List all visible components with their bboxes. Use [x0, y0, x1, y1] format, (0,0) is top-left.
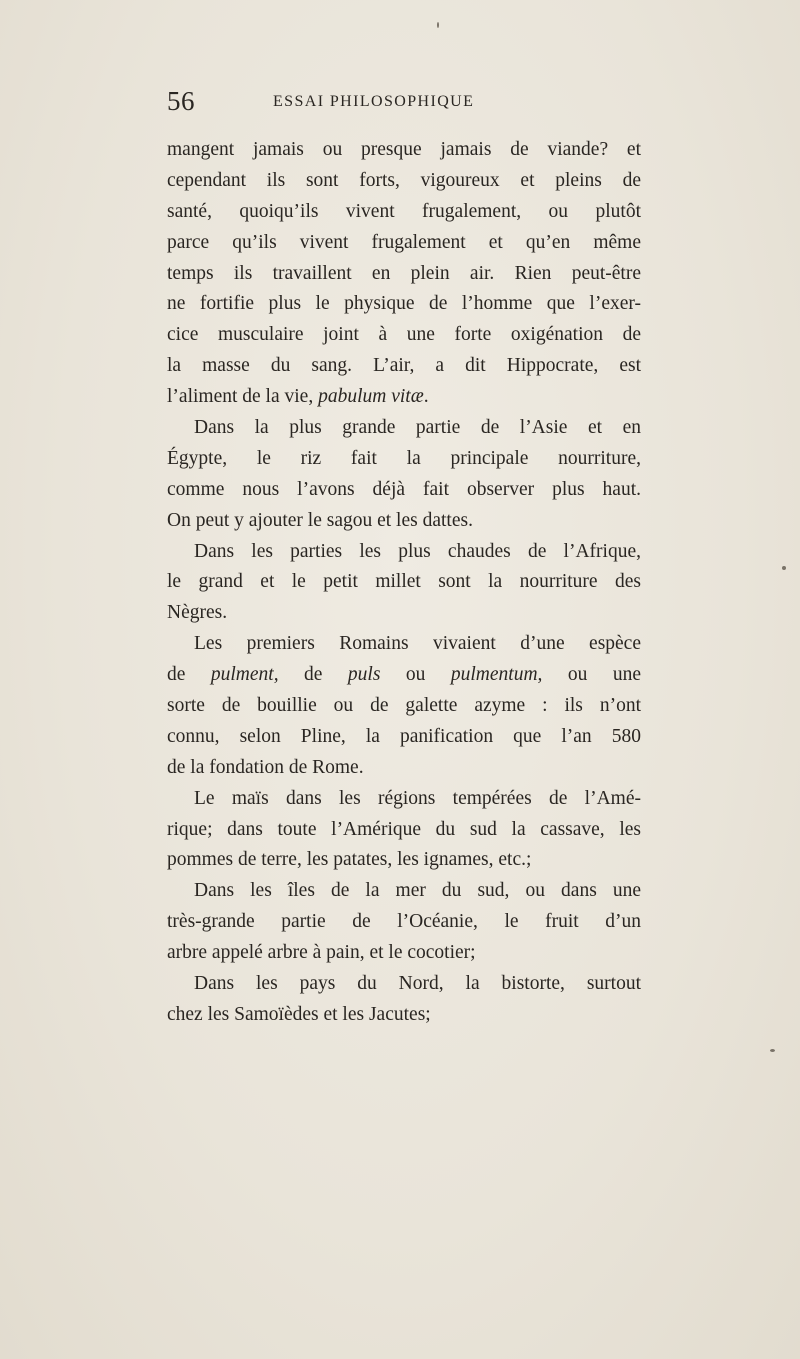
text-segment: ou une [542, 664, 641, 686]
text-segment: . [423, 386, 429, 408]
paper-speck [770, 1049, 775, 1052]
latin-term: pulmentum, [450, 664, 543, 686]
text-line: On peut y ajouter le sagou et les dattes. [167, 509, 473, 531]
text-line: connu, selon Pline, la panification que l’an 580 [167, 725, 641, 747]
latin-phrase: pabulum vitæ [318, 386, 424, 408]
running-title: ESSAI PHILOSOPHIQUE [273, 93, 475, 110]
text-line: mangent jamais ou presque jamais de viande? et [167, 139, 641, 160]
latin-term: puls [347, 664, 381, 686]
text-line: Dans la plus grande partie de l’Asie et en [194, 417, 641, 439]
text-line: Les premiers Romains vivaient d’une espèce [194, 633, 641, 655]
text-line: de la fondation de Rome. [167, 756, 364, 778]
text-line: Le maïs dans les régions tempérées de l’Amé- [194, 787, 641, 809]
text-line: Dans les parties les plus chaudes de l’Afrique, [194, 540, 641, 562]
text-segment: ou [380, 664, 451, 686]
text-line: parce qu’ils vivent frugalement et qu’en même [167, 231, 641, 253]
text-line [167, 660, 641, 691]
paper-speck [437, 22, 439, 28]
text-line: Dans les pays du Nord, la bistorte, surtout [194, 973, 641, 995]
page-header [167, 86, 647, 116]
text-segment: l’aliment de la vie, [167, 386, 319, 408]
text-line: temps ils travaillent en plein air. Rien peut-être [167, 262, 641, 284]
latin-term: pulment, [210, 664, 279, 686]
body-text [167, 135, 641, 1031]
text-line: cependant ils sont forts, vigoureux et pleins de [167, 169, 641, 191]
text-line: le grand et le petit millet sont la nourriture des [167, 571, 641, 593]
text-line: santé, quoiqu’ils vivent frugalement, ou plutôt [167, 200, 641, 222]
text-line: très-grande partie de l’Océanie, le fruit d’un [167, 911, 641, 933]
paper-speck [782, 566, 786, 570]
text-line: rique; dans toute l’Amérique du sud la cassave, les [167, 818, 641, 840]
text-line: cice musculaire joint à une forte oxigénation de [167, 324, 641, 346]
text-line: Égypte, le riz fait la principale nourriture, [167, 447, 641, 469]
text-line: sorte de bouillie ou de galette azyme : ils n’ont [167, 695, 641, 717]
text-line: pommes de terre, les patates, les ignames, etc.; [167, 849, 532, 871]
text-line: Nègres. [167, 602, 228, 624]
text-segment: de [167, 664, 211, 686]
text-line: comme nous l’avons déjà fait observer plus haut. [167, 478, 641, 500]
page-number: 56 [167, 86, 195, 116]
text-line: chez les Samoïèdes et les Jacutes; [167, 1003, 431, 1025]
text-segment: de [278, 664, 348, 686]
text-line: Dans les îles de la mer du sud, ou dans une [194, 880, 641, 902]
text-line: arbre appelé arbre à pain, et le cocotier; [167, 942, 476, 964]
text-line [167, 382, 641, 413]
text-line: ne fortifie plus le physique de l’homme que l’exer- [167, 293, 641, 315]
text-line: la masse du sang. L’air, a dit Hippocrate, est [167, 355, 641, 377]
